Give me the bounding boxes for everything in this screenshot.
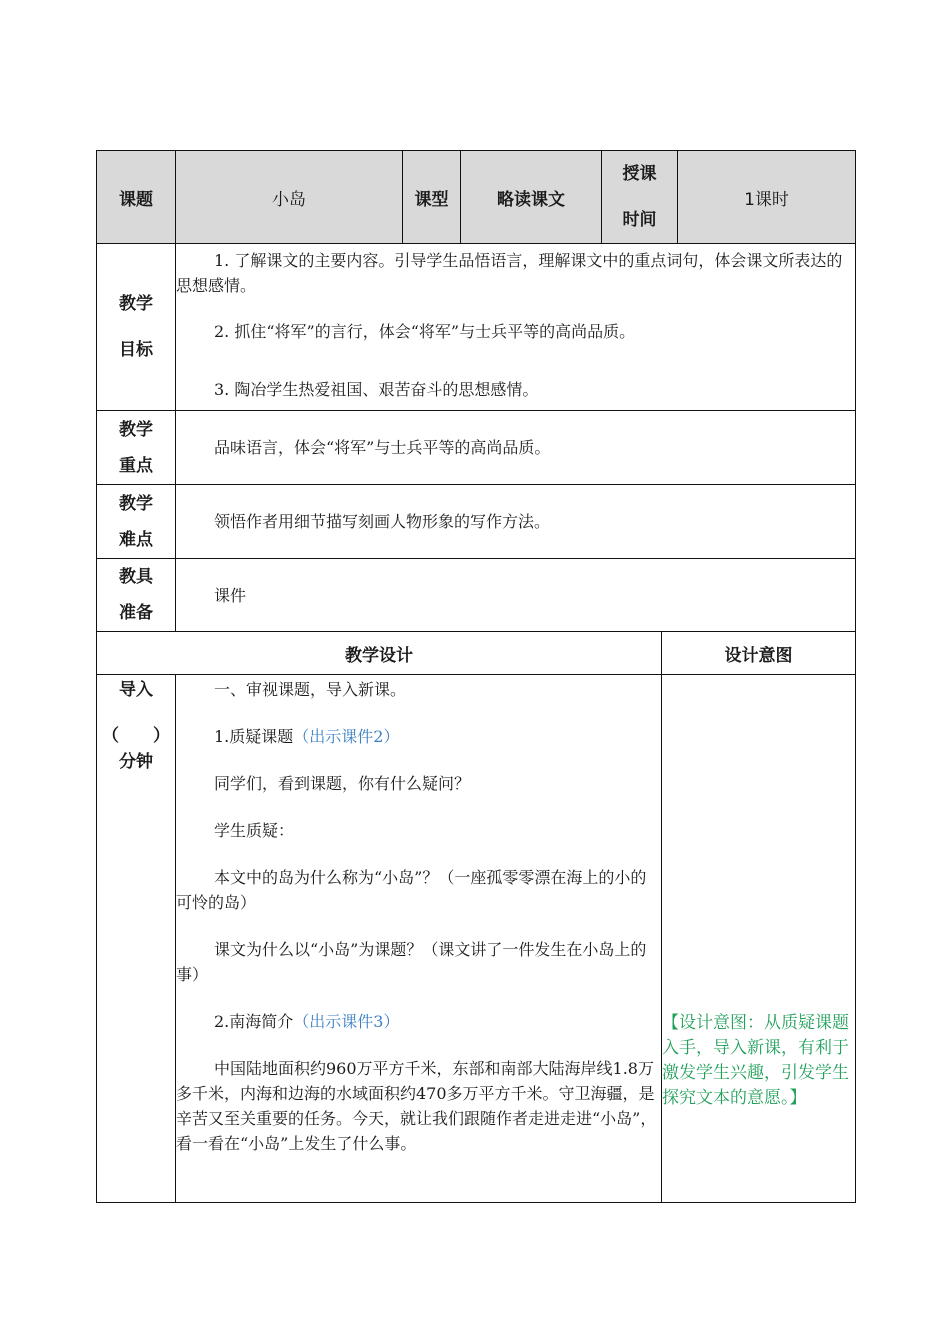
difficulties-row [97, 485, 856, 559]
intro-label [97, 675, 176, 1203]
courseware-note-2: （出示课件2） [293, 727, 400, 746]
key-points-label-line-2: 重点 [119, 455, 153, 476]
objectives-label-line-2: 目标 [119, 340, 153, 360]
intro-label-line-3: 分钟 [119, 752, 153, 772]
design-title: 教学设计 [97, 632, 662, 675]
tools-text: 课件 [214, 585, 247, 605]
topic-value: 小岛 [176, 151, 403, 244]
intro-line-7 [176, 1009, 661, 1034]
tools-content [176, 559, 856, 632]
objectives-label [97, 244, 176, 411]
courseware-note-3: （出示课件3） [293, 1012, 400, 1031]
objectives-label-line-1: 教学 [119, 294, 153, 314]
design-intent-text: 【设计意图：从质疑课题入手，导入新课，有利于激发学生兴趣，引发学生探究文本的意愿。】 [662, 675, 856, 1203]
key-points-label-line-1: 教学 [119, 419, 153, 440]
key-points-row [97, 411, 856, 485]
objectives-content [176, 244, 856, 411]
intro-row [97, 675, 856, 1203]
difficulties-content [176, 485, 856, 559]
tools-label-line-2: 准备 [119, 603, 153, 623]
header-row [97, 151, 856, 244]
time-label [602, 151, 678, 244]
topic-label: 课题 [97, 151, 176, 244]
objective-item-3: 3. 陶冶学生热爱祖国、艰苦奋斗的思想感情。 [214, 380, 539, 399]
type-label: 课型 [403, 151, 461, 244]
intent-title: 设计意图 [662, 632, 856, 675]
intro-label-line-2: （ ） [102, 726, 170, 746]
objective-item-2: 2. 抓住“将军”的言行，体会“将军”与士兵平等的高尚品质。 [214, 322, 636, 341]
intro-line-2 [176, 724, 661, 749]
difficulties-text: 领悟作者用细节描写刻画人物形象的写作方法。 [214, 512, 551, 531]
intro-label-line-1: 导入 [119, 680, 153, 700]
key-points-label [97, 411, 176, 485]
intro-line-4: 学生质疑： [214, 821, 295, 840]
objective-item-1: 1. 了解课文的主要内容。引导学生品悟语言，理解课文中的重点词句，体会课文所表达的思想感情。 [176, 251, 843, 295]
tools-label [97, 559, 176, 632]
tools-label-line-1: 教具 [119, 567, 153, 587]
time-label-line-1: 授课 [622, 164, 657, 184]
intro-line-7-text: 2.南海简介 [214, 1012, 294, 1031]
key-points-text: 品味语言，体会“将军”与士兵平等的高尚品质。 [214, 438, 551, 457]
difficulties-label-line-1: 教学 [119, 493, 153, 514]
intro-line-2-text: 1.质疑课题 [214, 727, 294, 746]
design-header-row [97, 632, 856, 675]
intro-line-5: 本文中的岛为什么称为“小岛”？（一座孤零零漂在海上的小的可怜的岛） [176, 868, 647, 912]
intro-line-1: 一、审视课题，导入新课。 [214, 680, 407, 699]
tools-row [97, 559, 856, 632]
periods-value: 1课时 [678, 151, 856, 244]
intro-line-6: 课文为什么以“小岛”为课题？（课文讲了一件发生在小岛上的事） [176, 940, 647, 984]
lesson-plan-table [96, 150, 856, 1203]
time-label-line-2: 时间 [622, 210, 657, 230]
difficulties-label-line-2: 难点 [119, 529, 153, 550]
objectives-row [97, 244, 856, 411]
key-points-content [176, 411, 856, 485]
intro-line-3: 同学们，看到课题，你有什么疑问？ [214, 774, 471, 793]
type-value: 略读课文 [461, 151, 602, 244]
intro-line-8: 中国陆地面积约960万平方千米，东部和南部大陆海岸线1.8万多千米，内海和边海的水域面积约470多万平方千米。守卫海疆，是辛苦又至关重要的任务。今天，就让我们跟随作者走进走进“小岛”，看一看在“小岛”上发生了什么事。 [176, 1059, 657, 1153]
intro-content [176, 675, 662, 1203]
difficulties-label [97, 485, 176, 559]
